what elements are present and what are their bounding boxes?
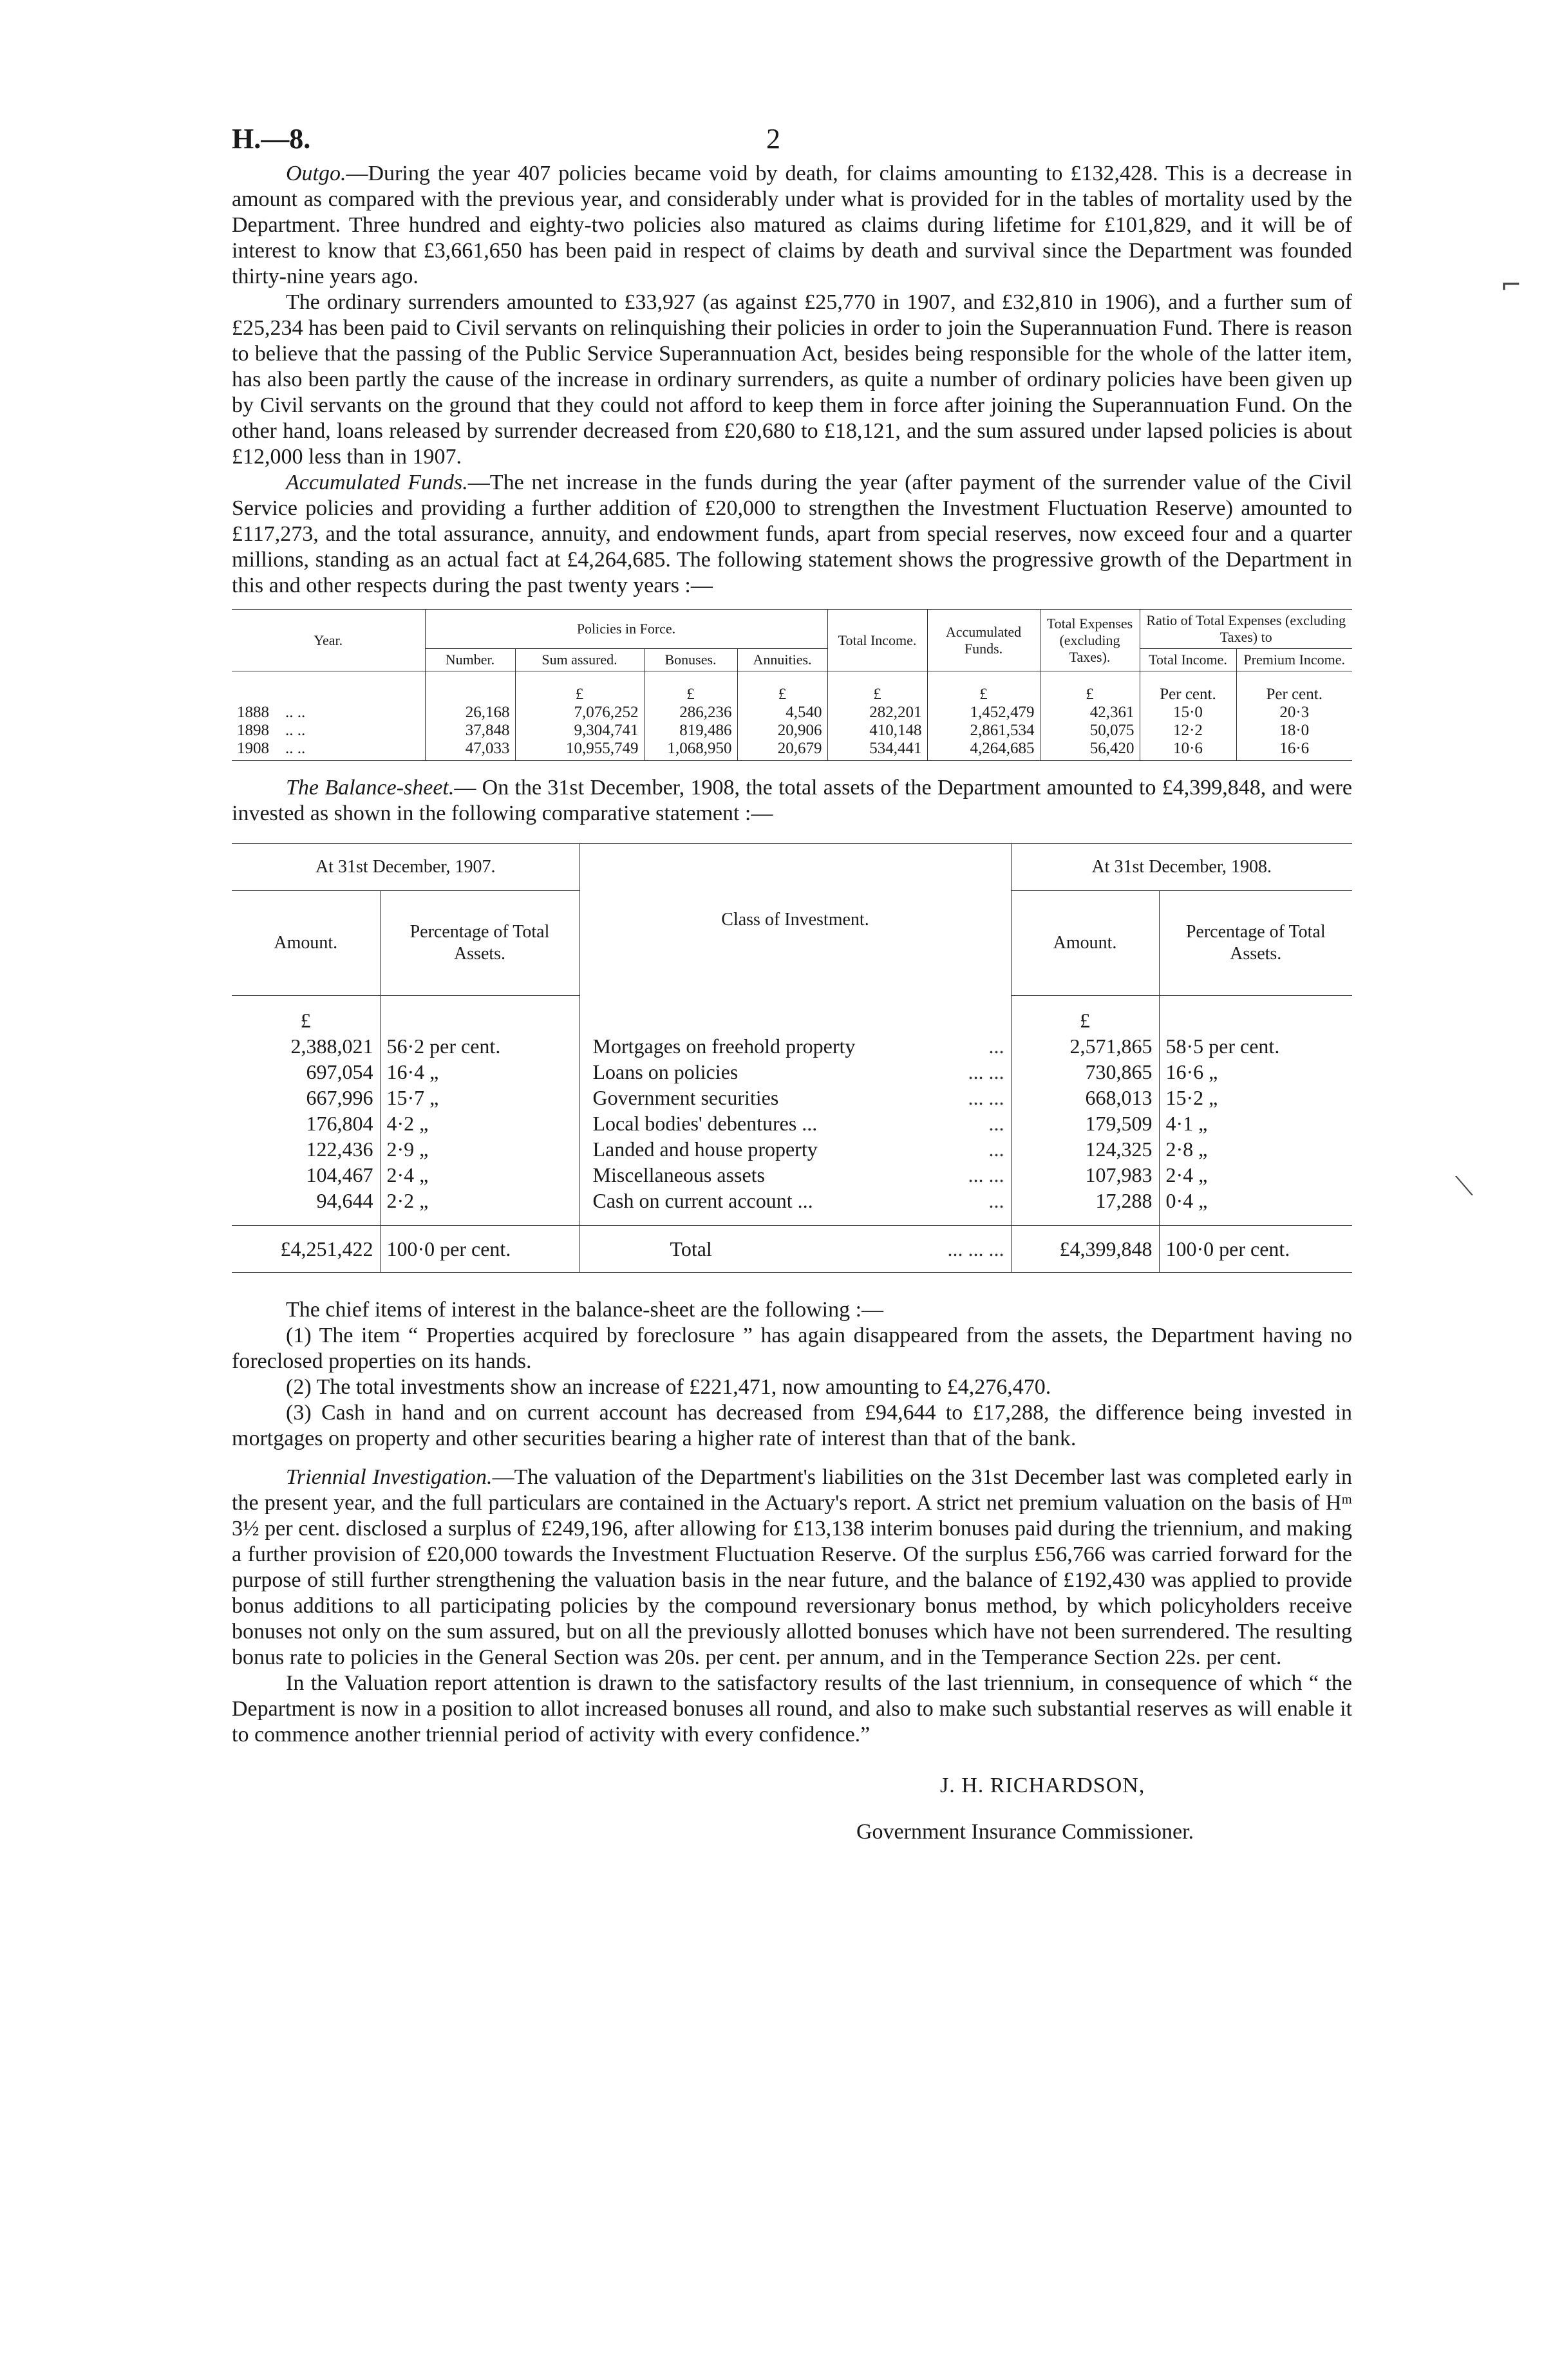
sum-cell: 7,076,252: [515, 704, 644, 722]
outgo-heading: Outgo.: [286, 162, 346, 185]
ratio-premium-cell: 16·6: [1236, 740, 1352, 761]
unit-cell: £: [1040, 671, 1140, 704]
outgo-paragraph: [232, 161, 1352, 290]
year-cell: 1898 .. ..: [237, 722, 306, 739]
unit-cell: £: [515, 671, 644, 704]
income-cell: 410,148: [827, 722, 927, 740]
valuation-paragraph: In the Valuation report attention is drawn to the satisfactory results of the last triennium, in consequence of which “ the Department is now in a position to allot increased bonuses all round, and also to make such substantial reserves as will enable it to commence another triennial period of activity with every confidence.”: [232, 1671, 1352, 1747]
funds-heading: Accumulated Funds.: [286, 471, 468, 494]
expenses-cell: 56,420: [1040, 740, 1140, 761]
signatory-name: J. H. RICHARDSON,: [940, 1774, 1145, 1797]
header-amount-1907: Amount.: [232, 891, 380, 996]
total-1907-pct: 100·0 per cent.: [380, 1226, 579, 1273]
header-1908: At 31st December, 1908.: [1011, 844, 1352, 891]
table-row: [232, 1033, 1352, 1059]
class-cell: Loans on policies ... ...: [579, 1059, 1011, 1085]
class-cell: Landed and house property ...: [579, 1136, 1011, 1162]
header-amount-1908: Amount.: [1011, 891, 1159, 996]
annuities-cell: 4,540: [737, 704, 827, 722]
income-cell: 534,441: [827, 740, 927, 761]
document-reference: H.—8.: [232, 123, 311, 155]
amount-1907-cell: 667,996: [306, 1086, 373, 1109]
funds-text: —The net increase in the funds during the year (after payment of the surrender value of the Civil Service policies and providing a further addition of £20,000 to strengthen the Investment Fluctuation Reserve) amounted to £117,273, and the total assurance, annuity, and endowment funds, apart from special reserves, now exceed four and a quarter millions, standing as an actual fact at £4,264,685. The following statement shows the progressive growth of the Department in this and other respects during the past twenty years :—: [232, 471, 1352, 597]
header-class: Class of Investment.: [579, 844, 1011, 996]
bonuses-cell: 819,486: [644, 722, 737, 740]
investment-table: [232, 843, 1352, 1273]
surrenders-paragraph: The ordinary surrenders amounted to £33,927 (as against £25,770 in 1907, and £32,810 in 1906), and a further sum of £25,234 has been paid to Civil servants on relinquishing their policies in order to join the Superannuation Fund. There is reason to believe that the passing of the Public Service Superannuation Act, besides being responsible for the whole of the latter item, has also been partly the cause of the increase in ordinary surrenders, as quite a number of ordinary policies have been given up by Civil servants on the ground that they could not afford to keep them in force after joining the Superannuation Fund. On the other hand, loans released by surrender decreased from £20,680 to £18,121, and the sum assured under lapsed policies is about £12,000 less than in 1907.: [232, 290, 1352, 469]
class-cell: Mortgages on freehold property ...: [579, 1033, 1011, 1059]
header-1907: At 31st December, 1907.: [232, 844, 579, 891]
pct-1907-cell: 2·2 „: [380, 1188, 579, 1226]
amount-1907-cell: 122,436: [306, 1138, 373, 1161]
header-number: Number.: [425, 649, 515, 671]
unit-cell: Per cent.: [1236, 671, 1352, 704]
units-row: [232, 996, 1352, 1034]
triennial-text: —The valuation of the Department's liabilities on the 31st December last was completed early in the present year, and the full particulars are contained in the Actuary's report. A strict net premium valuation on the basis of Hᵐ 3½ per cent. disclosed a surplus of £249,196, after allowing for £13,138 interim bonuses paid during the triennium, and making a further provision of £20,000 towards the Investment Fluctuation Reserve. Of the surplus £56,766 was carried forward for the purpose of still further strengthening the valuation basis in the near future, and the balance of £192,430 was applied to provide bonus additions to all participating policies by the compound reversionary bonus method, by which policyholders receive bonuses not only on the sum assured, but on all the previously allotted bonuses which have not been surrendered. The resulting bonus rate to policies in the General Section was 20s. per cent. per annum, and in the Temperance Section 22s. per cent.: [232, 1465, 1352, 1669]
ratio-premium-cell: 20·3: [1236, 704, 1352, 722]
total-1908-amount: £4,399,848: [1011, 1226, 1159, 1273]
triennial-heading: Triennial Investigation.: [286, 1465, 493, 1489]
pct-1907-cell: 16·4 „: [380, 1059, 579, 1085]
amount-1907-cell: 176,804: [306, 1112, 373, 1135]
amount-1907-cell: 2,388,021: [290, 1035, 373, 1058]
bonuses-cell: 1,068,950: [644, 740, 737, 761]
number-cell: 37,848: [425, 722, 515, 740]
ratio-income-cell: 10·6: [1140, 740, 1236, 761]
margin-tick-icon: ⟍: [1455, 1172, 1473, 1201]
table-row: [232, 704, 1352, 722]
unit-cell: £: [737, 671, 827, 704]
table-row: [232, 740, 1352, 761]
amount-1908-cell: 124,325: [1011, 1136, 1159, 1162]
pct-1907-cell: 15·7 „: [380, 1085, 579, 1110]
header-accumulated-funds: Accumulated Funds.: [927, 610, 1040, 671]
item-2: (2) The total investments show an increase of £221,471, now amounting to £4,276,470.: [286, 1375, 1051, 1399]
income-cell: 282,201: [827, 704, 927, 722]
total-row: [232, 1226, 1352, 1273]
class-cell: Government securities ... ...: [579, 1085, 1011, 1110]
header-policies-in-force: Policies in Force.: [425, 610, 827, 649]
amount-1907-cell: 697,054: [306, 1060, 373, 1083]
expenses-cell: 42,361: [1040, 704, 1140, 722]
unit-cell: £: [827, 671, 927, 704]
items-intro: The chief items of interest in the balance-sheet are the following :—: [286, 1298, 884, 1322]
total-label-cell: Total ... ... ...: [579, 1226, 1011, 1273]
header-total-income: Total Income.: [827, 610, 927, 671]
table-row: [232, 1136, 1352, 1162]
header-pct-1907: Percentage of Total Assets.: [380, 891, 579, 996]
balance-heading: The Balance-sheet.: [286, 776, 455, 800]
pct-1908-cell: 2·8 „: [1159, 1136, 1352, 1162]
year-cell: 1888 .. ..: [237, 704, 306, 721]
page-number: 2: [766, 123, 780, 155]
total-1908-pct: 100·0 per cent.: [1159, 1226, 1352, 1273]
header-ratio-total-income: Total Income.: [1140, 649, 1236, 671]
page-header: [232, 116, 1352, 161]
signature-block: [232, 1774, 1352, 1844]
pct-1908-cell: 4·1 „: [1159, 1110, 1352, 1136]
signatory-title: Government Insurance Commissioner.: [856, 1820, 1194, 1844]
header-expense-ratio: Ratio of Total Expenses (excluding Taxes) to: [1140, 610, 1352, 649]
pct-1908-cell: 0·4 „: [1159, 1188, 1352, 1226]
table-row: [232, 722, 1352, 740]
margin-mark-icon: ⌐: [1500, 270, 1522, 300]
funds-cell: 1,452,479: [927, 704, 1040, 722]
document-page: [232, 116, 1352, 1844]
funds-cell: 4,264,685: [927, 740, 1040, 761]
header-total-expenses: Total Expenses (excluding Taxes).: [1040, 610, 1140, 671]
amount-1907-cell: 104,467: [306, 1163, 373, 1186]
amount-1908-cell: 17,288: [1011, 1188, 1159, 1226]
year-cell: 1908 .. ..: [232, 740, 425, 761]
pct-1907-cell: 56·2 per cent.: [380, 1033, 579, 1059]
header-pct-1908: Percentage of Total Assets.: [1159, 891, 1352, 996]
class-cell: Miscellaneous assets ... ...: [579, 1162, 1011, 1188]
unit-cell: £: [927, 671, 1040, 704]
header-sum-assured: Sum assured.: [515, 649, 644, 671]
pct-1908-cell: 16·6 „: [1159, 1059, 1352, 1085]
ratio-income-cell: 12·2: [1140, 722, 1236, 740]
pct-1908-cell: 15·2 „: [1159, 1085, 1352, 1110]
pct-1907-cell: 4·2 „: [380, 1110, 579, 1136]
balance-paragraph: [232, 775, 1352, 827]
expenses-cell: 50,075: [1040, 722, 1140, 740]
table-row: [232, 1162, 1352, 1188]
header-year: Year.: [232, 610, 425, 671]
table-row: [232, 1059, 1352, 1085]
item-3: (3) Cash in hand and on current account has decreased from £94,644 to £17,288, the difference being invested in mortgages on property and other securities bearing a higher rate of interest than that of the bank.: [232, 1401, 1352, 1450]
number-cell: 26,168: [425, 704, 515, 722]
annuities-cell: 20,679: [737, 740, 827, 761]
ratio-income-cell: 15·0: [1140, 704, 1236, 722]
header-bonuses: Bonuses.: [644, 649, 737, 671]
sum-cell: 10,955,749: [515, 740, 644, 761]
number-cell: 47,033: [425, 740, 515, 761]
total-1907-amount: £4,251,422: [232, 1226, 380, 1273]
amount-1908-cell: 668,013: [1011, 1085, 1159, 1110]
pct-1908-cell: 2·4 „: [1159, 1162, 1352, 1188]
amount-1908-cell: 2,571,865: [1011, 1033, 1159, 1059]
pct-1907-cell: 2·4 „: [380, 1162, 579, 1188]
funds-cell: 2,861,534: [927, 722, 1040, 740]
pct-1907-cell: 2·9 „: [380, 1136, 579, 1162]
table-row: [232, 1188, 1352, 1226]
table-row: [232, 1110, 1352, 1136]
item-1: (1) The item “ Properties acquired by foreclosure ” has again disappeared from the assets, the Department having no foreclosed properties on its hands.: [232, 1324, 1352, 1373]
funds-paragraph: [232, 470, 1352, 599]
bonuses-cell: 286,236: [644, 704, 737, 722]
triennial-paragraph: [232, 1465, 1352, 1671]
amount-1907-cell: 94,644: [316, 1189, 373, 1212]
header-ratio-premium-income: Premium Income.: [1236, 649, 1352, 671]
unit-cell: £: [1011, 996, 1159, 1034]
amount-1908-cell: 179,509: [1011, 1110, 1159, 1136]
balance-text: — On the 31st December, 1908, the total assets of the Department amounted to £4,399,848, and were invested as shown in the following comparative statement :—: [232, 776, 1352, 825]
amount-1908-cell: 107,983: [1011, 1162, 1159, 1188]
unit-cell: Per cent.: [1140, 671, 1236, 704]
sum-cell: 9,304,741: [515, 722, 644, 740]
header-annuities: Annuities.: [737, 649, 827, 671]
units-row: [232, 671, 1352, 704]
ratio-premium-cell: 18·0: [1236, 722, 1352, 740]
annuities-cell: 20,906: [737, 722, 827, 740]
class-cell: Cash on current account ... ...: [579, 1188, 1011, 1226]
class-cell: Local bodies' debentures ... ...: [579, 1110, 1011, 1136]
amount-1908-cell: 730,865: [1011, 1059, 1159, 1085]
outgo-text: —During the year 407 policies became void by death, for claims amounting to £132,428. This is a decrease in amount as compared with the previous year, and considerably under what is provided for in the tables of mortality used by the Department. Three hundred and eighty-two policies also matured as claims during lifetime for £101,829, and it will be of interest to know that £3,661,650 has been paid in respect of claims by death and survival since the Department was founded thirty-nine years ago.: [232, 162, 1352, 288]
growth-statistics-table: [232, 609, 1352, 761]
pct-1908-cell: 58·5 per cent.: [1159, 1033, 1352, 1059]
table-row: [232, 1085, 1352, 1110]
unit-cell: £: [300, 1009, 311, 1032]
unit-cell: £: [644, 671, 737, 704]
